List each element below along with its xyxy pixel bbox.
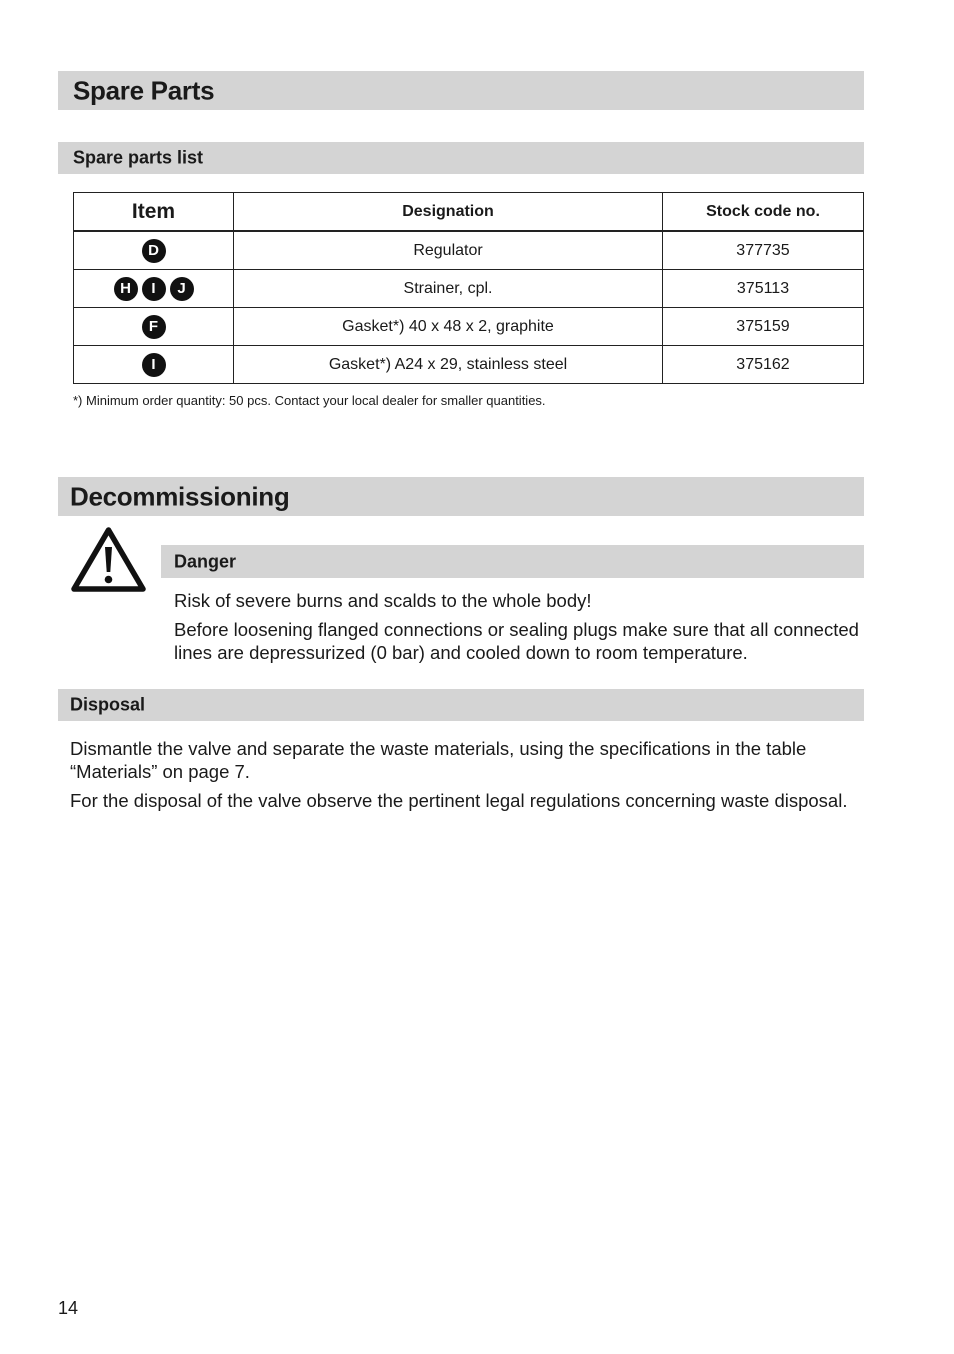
- danger-text: Before loosening flanged connections or sealing plugs make sure that all connected lines are depressurized (0 bar) and cooled down to room temperature.: [174, 619, 859, 663]
- item-cell: [74, 270, 234, 308]
- danger-heading: [161, 545, 864, 578]
- item-badge: F: [142, 315, 166, 339]
- item-badge: D: [142, 239, 166, 263]
- item-badge: I: [142, 353, 166, 377]
- table-row: [74, 346, 864, 384]
- spare-parts-title: Spare Parts: [73, 75, 215, 105]
- column-header-designation: Designation: [234, 193, 663, 232]
- item-badge: J: [170, 277, 194, 301]
- designation-cell: Regulator: [234, 231, 663, 270]
- decommissioning-heading: [58, 477, 864, 516]
- disposal-heading: [58, 689, 864, 721]
- item-badge: H: [114, 277, 138, 301]
- item-cell: [74, 231, 234, 270]
- stock-code-cell: 375113: [663, 270, 864, 308]
- decommissioning-title: Decommissioning: [70, 481, 290, 511]
- stock-code-cell: 377735: [663, 231, 864, 270]
- spare-parts-table: [73, 192, 864, 384]
- danger-title: Danger: [174, 551, 237, 571]
- disposal-text: For the disposal of the valve observe the pertinent legal regulations concerning waste disposal.: [70, 790, 848, 811]
- disposal-title: Disposal: [70, 694, 146, 715]
- table-header-row: [74, 193, 864, 232]
- item-badge: I: [142, 277, 166, 301]
- table-row: [74, 231, 864, 270]
- warning-triangle-icon: [70, 526, 147, 593]
- designation-cell: Gasket*) 40 x 48 x 2, graphite: [234, 308, 663, 346]
- spare-parts-list-heading: [58, 142, 864, 174]
- column-header-stock-code: Stock code no.: [663, 193, 864, 232]
- danger-text: Risk of severe burns and scalds to the whole body!: [174, 590, 592, 611]
- item-cell: [74, 346, 234, 384]
- designation-cell: Gasket*) A24 x 29, stainless steel: [234, 346, 663, 384]
- stock-code-cell: 375162: [663, 346, 864, 384]
- stock-code-cell: 375159: [663, 308, 864, 346]
- table-row: [74, 270, 864, 308]
- designation-cell: Strainer, cpl.: [234, 270, 663, 308]
- table-row: [74, 308, 864, 346]
- item-cell: [74, 308, 234, 346]
- spare-parts-list-title: Spare parts list: [73, 147, 204, 168]
- column-header-item: Item: [74, 193, 234, 232]
- page-number: 14: [58, 1298, 79, 1318]
- spare-parts-heading: [58, 71, 864, 110]
- table-footnote: *) Minimum order quantity: 50 pcs. Contact your local dealer for smaller quantities.: [73, 393, 546, 408]
- disposal-text: Dismantle the valve and separate the waste materials, using the specifications in the table “Materials” on page 7.: [70, 738, 807, 782]
